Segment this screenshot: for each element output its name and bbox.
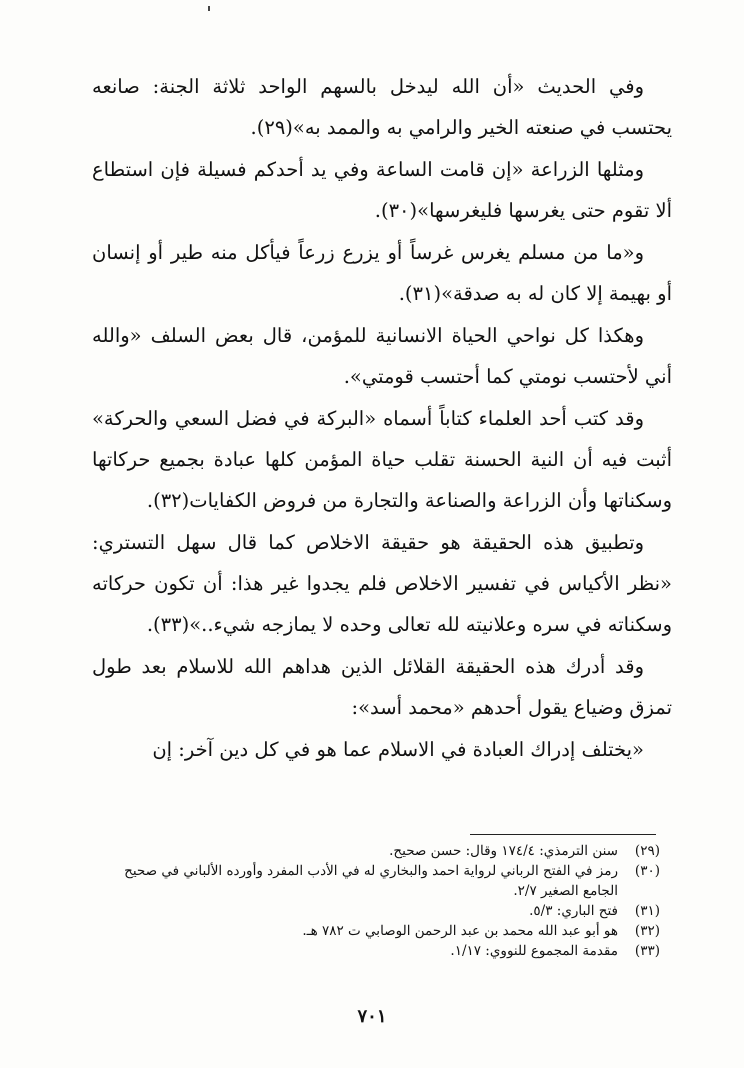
paragraph: و«ما من مسلم يغرس غرساً أو يزرع زرعاً فيأكل منه طير أو إنسان أو بهيمة إلا كان له به صدقة»(٣١). — [92, 241, 672, 305]
footnote — [100, 921, 660, 941]
footnote — [100, 901, 660, 921]
footnote-number: (٣٢) — [634, 923, 660, 939]
footnote-number: (٣٠) — [634, 863, 660, 879]
footnote-number: (٣١) — [634, 903, 660, 919]
paragraph: ومثلها الزراعة «إن قامت الساعة وفي يد أحدكم فسيلة فإن استطاع ألا تقوم حتى يغرسها فليغرسها»(٣٠). — [92, 158, 672, 222]
footnote-text: مقدمة المجموع للنووي: ١/١٧. — [450, 943, 618, 959]
paragraph: «يختلف إدراك العبادة في الاسلام عما هو في كل دين آخر: إن — [152, 738, 644, 761]
scan-mark — [208, 6, 210, 11]
footnotes — [100, 841, 660, 961]
paragraph: وقد كتب أحد العلماء كتاباً أسماه «البركة في فضل السعي والحركة» أثبت فيه أن النية الحسنة تقلب حياة المؤمن كلها عبادة بجميع حركاتها وسكناتها وأن الزراعة والصناعة والتجارة من فروض الكفايات(٣٢). — [92, 407, 672, 512]
paragraph: وفي الحديث «أن الله ليدخل بالسهم الواحد ثلاثة الجنة: صانعه يحتسب في صنعته الخير والرامي به والممد به»(٢٩). — [92, 75, 672, 139]
footnote — [100, 861, 660, 901]
footnote-text: رمز في الفتح الرباني لرواية احمد والبخاري له في الأدب المفرد وأورده الألباني في صحيح الجامع الصغير ٢/٧. — [124, 863, 618, 899]
footnote — [100, 941, 660, 961]
paragraph: وقد أدرك هذه الحقيقة القلائل الذين هداهم الله للاسلام بعد طول تمزق وضياع يقول أحدهم «محمد أسد»: — [92, 655, 672, 719]
footnote-number: (٣٣) — [634, 943, 660, 959]
footnote-number: (٢٩) — [634, 843, 660, 859]
footnote-text: سنن الترمذي: ١٧٤/٤ وقال: حسن صحيح. — [389, 843, 618, 859]
body-text — [92, 66, 672, 771]
paragraph: وتطبيق هذه الحقيقة هو حقيقة الاخلاص كما قال سهل التستري: «نظر الأكياس في تفسير الاخلاص فلم يجدوا غير هذا: أن تكون حركاته وسكناته في سره وعلانيته لله تعالى وحده لا يمازجه شيء..»(٣٣). — [92, 531, 672, 636]
page-number: ٧٠١ — [357, 1006, 387, 1027]
paragraph: وهكذا كل نواحي الحياة الانسانية للمؤمن، قال بعض السلف «والله أني لأحتسب نومتي كما أحتسب قومتي». — [92, 324, 672, 388]
footnote-divider — [470, 834, 656, 835]
footnote-text: هو أبو عبد الله محمد بن عبد الرحمن الوصابي ت ٧٨٢ هـ. — [302, 923, 618, 939]
footnote-text: فتح الباري: ٥/٣. — [529, 903, 618, 919]
footnote — [100, 841, 660, 861]
